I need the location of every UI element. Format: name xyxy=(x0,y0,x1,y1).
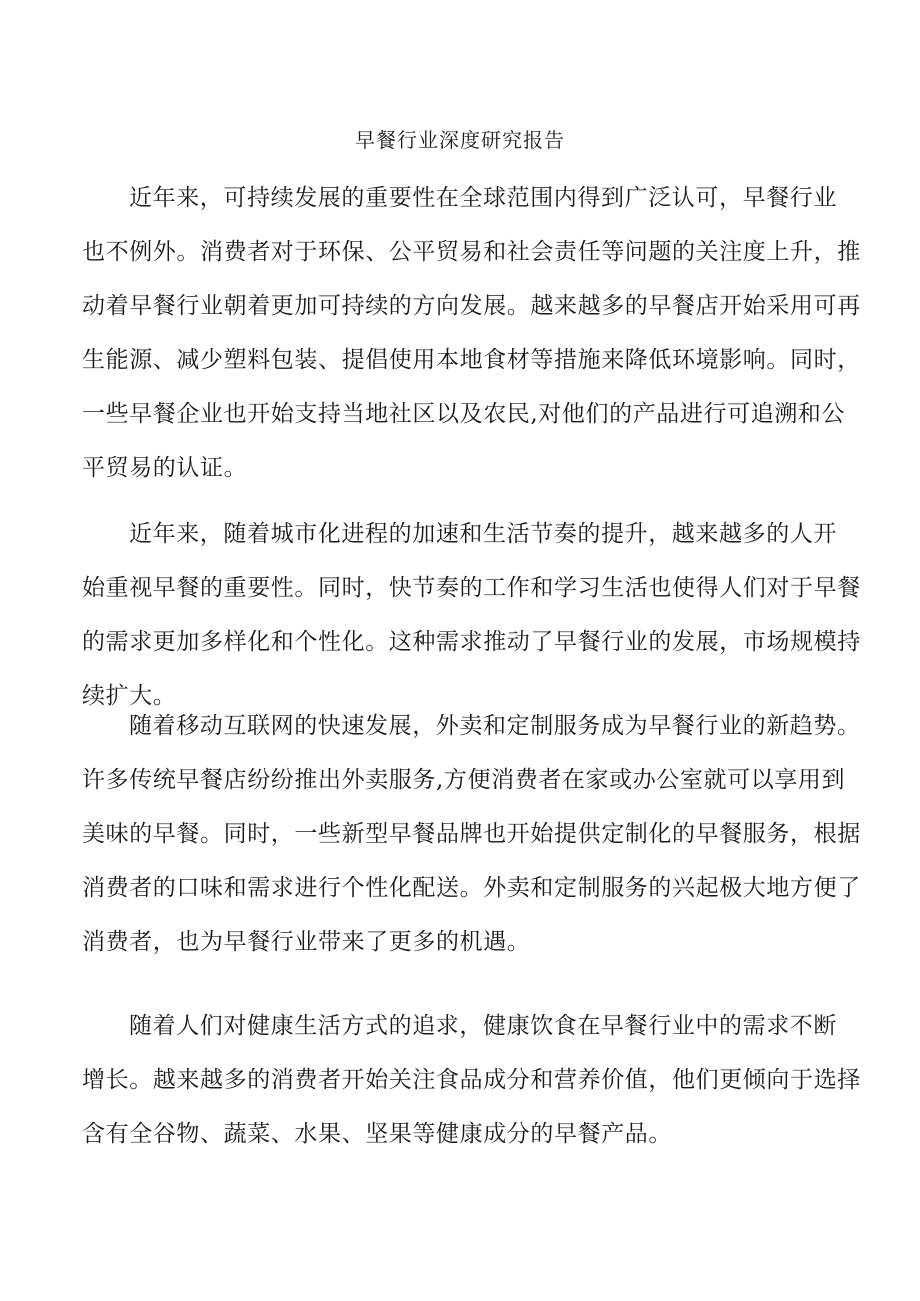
paragraph-line: 随着移动互联网的快速发展，外卖和定制服务成为早餐行业的新趋势。 xyxy=(129,713,861,739)
paragraph-line: 增长。越来越多的消费者开始关注食品成分和营养价值，他们更倾向于选择 xyxy=(82,1067,861,1093)
paragraph-healthy-eating xyxy=(82,999,862,1161)
paragraph-line: 随着人们对健康生活方式的追求，健康饮食在早餐行业中的需求不断 xyxy=(129,1013,837,1039)
paragraph-line: 一些早餐企业也开始支持当地社区以及农民,对他们的产品进行可追溯和公 xyxy=(82,401,846,427)
paragraph-line: 消费者的口味和需求进行个性化配送。外卖和定制服务的兴起极大地方便了 xyxy=(82,875,861,901)
paragraph-line: 近年来，随着城市化进程的加速和生活节奏的提升，越来越多的人开 xyxy=(129,521,837,547)
paragraph-line: 许多传统早餐店纷纷推出外卖服务,方便消费者在家或办公室就可以享用到 xyxy=(82,767,846,793)
paragraph-line: 平贸易的认证。 xyxy=(82,455,248,481)
paragraph-line: 含有全谷物、蔬菜、水果、坚果等健康成分的早餐产品。 xyxy=(82,1121,672,1147)
paragraph-line: 的需求更加多样化和个性化。这种需求推动了早餐行业的发展，市场规模持 xyxy=(82,629,861,655)
paragraph-line: 消费者，也为早餐行业带来了更多的机遇。 xyxy=(82,929,531,955)
paragraph-delivery-customization xyxy=(82,699,862,969)
paragraph-line: 美味的早餐。同时，一些新型早餐品牌也开始提供定制化的早餐服务，根据 xyxy=(82,821,861,847)
document-title: 早餐行业深度研究报告 xyxy=(355,128,565,152)
paragraph-line: 始重视早餐的重要性。同时，快节奏的工作和学习生活也使得人们对于早餐 xyxy=(82,575,861,601)
paragraph-line: 也不例外。消费者对于环保、公平贸易和社会责任等问题的关注度上升，推 xyxy=(82,239,861,265)
paragraph-urbanization xyxy=(82,507,862,723)
paragraph-line: 续扩大。 xyxy=(82,683,177,709)
paragraph-line: 生能源、减少塑料包装、提倡使用本地食材等措施来降低环境影响。同时， xyxy=(82,347,861,373)
paragraph-line: 近年来，可持续发展的重要性在全球范围内得到广泛认可，早餐行业 xyxy=(129,185,837,211)
paragraph-sustainability xyxy=(82,171,862,495)
paragraph-line: 动着早餐行业朝着更加可持续的方向发展。越来越多的早餐店开始采用可再 xyxy=(82,293,861,319)
